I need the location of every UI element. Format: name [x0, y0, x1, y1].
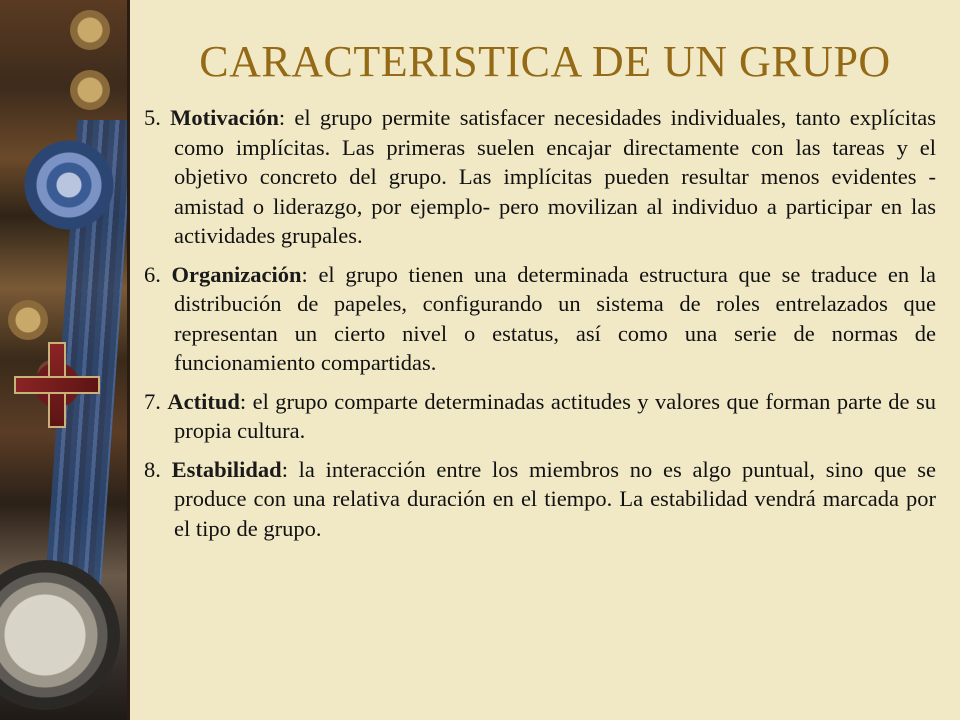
medal-cross-image: [12, 340, 102, 430]
item-text: : el grupo permite satisfacer necesidades individuales, tanto explícitas como implícitas. Las primeras suelen encajar directamente con las tareas y el objetivo concreto del grupo. Las implícitas pueden resultar menos evidentes - amistad o liderazgo, por ejemplo- pero movilizan al individuo a participar en las actividades grupales.: [174, 105, 936, 248]
item-text: : la interacción entre los miembros no es algo puntual, sino que se produce con una relativa duración en el tiempo. La estabilidad vendrá marcada por el tipo de grupo.: [174, 456, 937, 541]
decorative-image-band: [0, 0, 130, 720]
item-term: Organización: [171, 261, 302, 287]
item-number: 8.: [144, 456, 161, 482]
item-term: Motivación: [170, 105, 279, 130]
button-image: [70, 70, 110, 110]
list-item-motivacion: [144, 103, 936, 251]
list-item-actitud: [144, 387, 936, 446]
band-edge: [127, 0, 130, 720]
item-number: 6.: [144, 261, 161, 287]
item-text: : el grupo comparte determinadas actitudes y valores que forman parte de su propia cultura.: [174, 388, 937, 443]
item-number: 7.: [144, 388, 161, 414]
button-image: [70, 10, 110, 50]
item-number: 5.: [144, 105, 161, 130]
compass-image: [0, 560, 120, 710]
list-item-estabilidad: [144, 455, 936, 544]
item-term: Estabilidad: [171, 456, 282, 482]
slide-title: CARACTERISTICA DE UN GRUPO: [199, 37, 891, 86]
button-image: [8, 300, 48, 340]
item-term: Actitud: [167, 388, 240, 414]
slide-body: [144, 103, 936, 552]
item-text: : el grupo tienen una determinada estructura que se traduce en la distribución de papeles, configurando un sistema de roles entrelazados que representan un cierto nivel o estatus, así como una serie de normas de funcionamiento compartidas.: [174, 261, 936, 375]
rosette-image: [24, 140, 114, 230]
list-item-organizacion: [144, 260, 936, 378]
